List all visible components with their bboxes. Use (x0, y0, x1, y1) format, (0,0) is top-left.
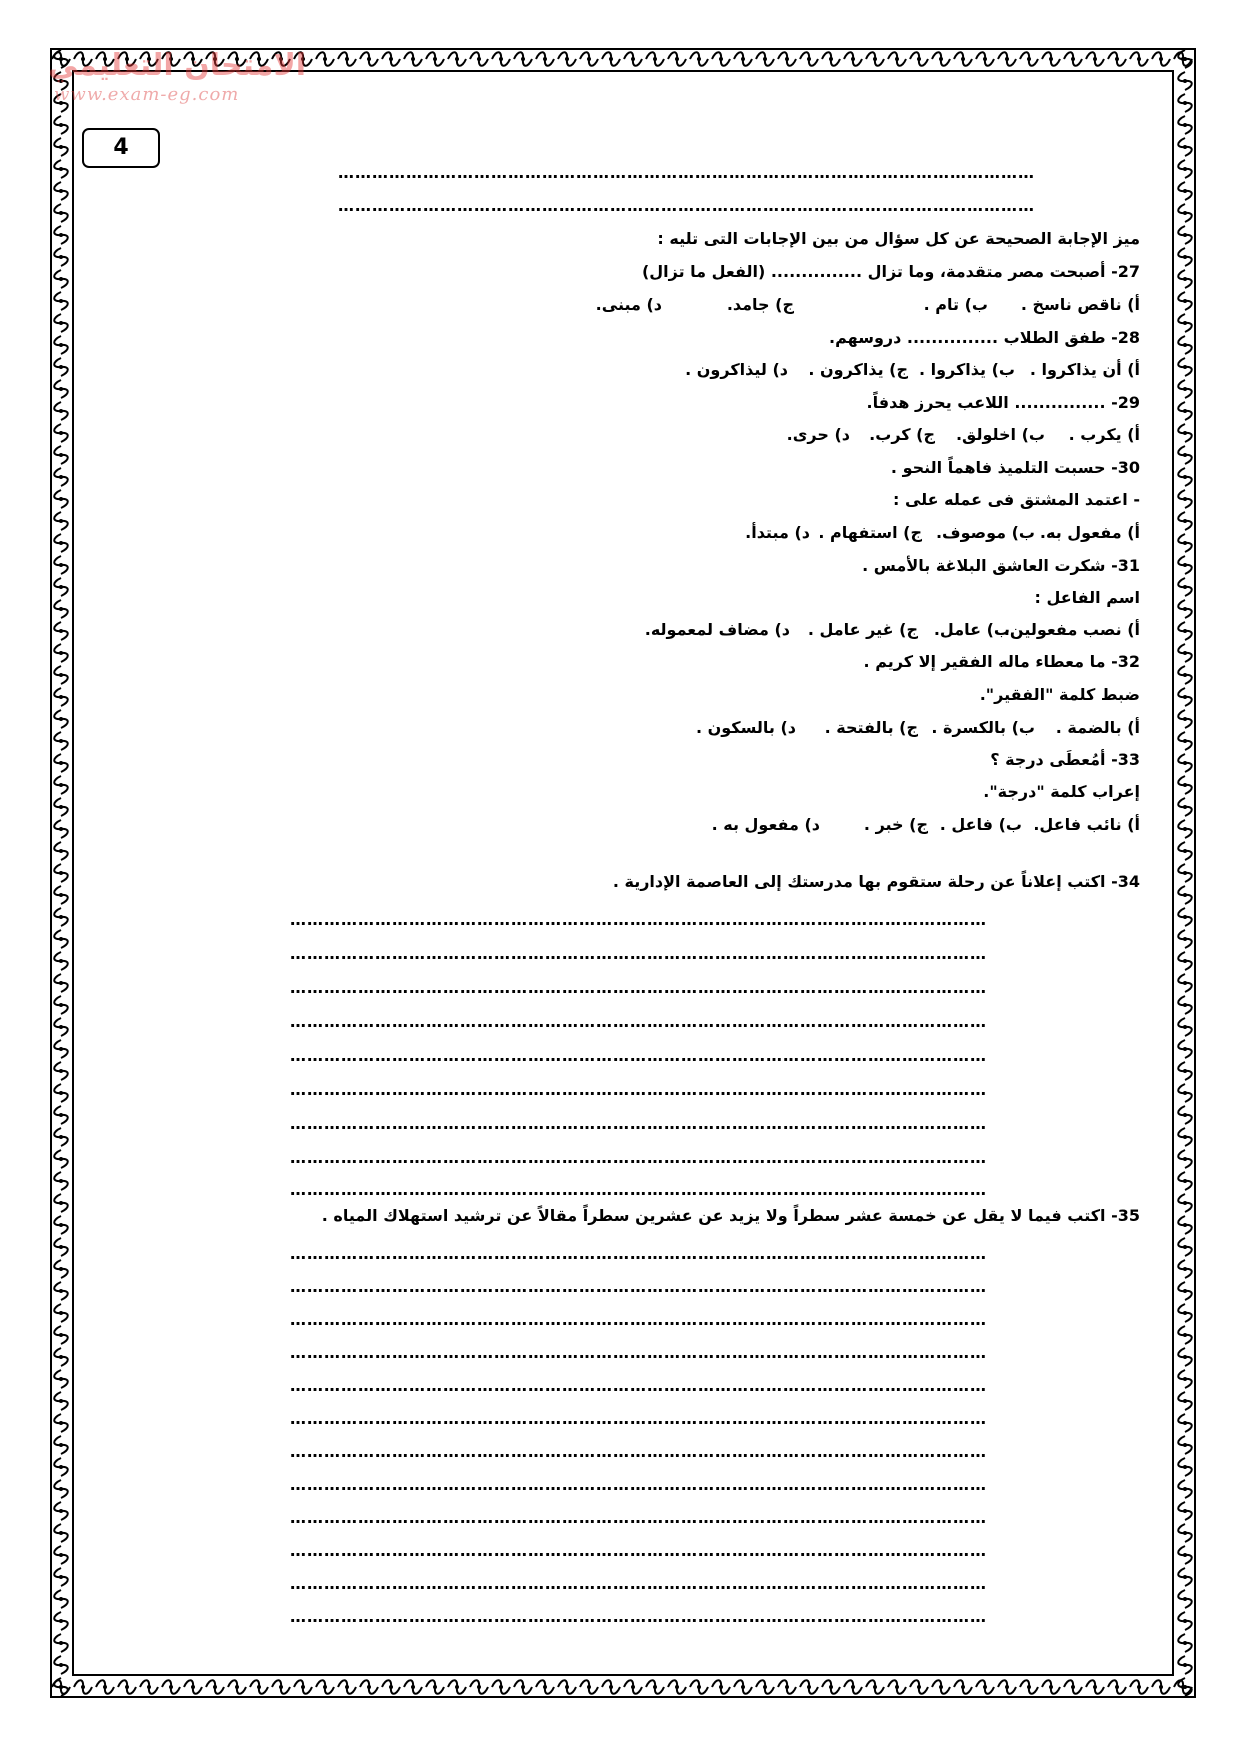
q27-option-c[interactable]: ج) جامد. (726, 295, 794, 314)
q33-option-c[interactable]: ج) خبر . (863, 815, 928, 834)
q29-option-a[interactable]: أ) يكرب . (1068, 425, 1140, 444)
watermark-name: الامتحان التعليمي (48, 48, 307, 83)
q30-option-d[interactable]: د) مبتدأ. (745, 523, 810, 542)
question-27: 27- أصبحت مصر متقدمة، وما تزال ............... (الفعل ما تزال) (641, 262, 1140, 281)
writing-line[interactable]: …………………………………………………………………………………………………………… (290, 910, 987, 929)
q33-option-d[interactable]: د) مفعول به . (711, 815, 820, 834)
question-34: 34- اكتب إعلاناً عن رحلة ستقوم بها مدرستك إلى العاصمة الإدارية . (612, 872, 1140, 891)
q33-option-b[interactable]: ب) فاعل . (939, 815, 1022, 834)
writing-line[interactable]: …………………………………………………………………………………………………………… (290, 1409, 987, 1428)
question-31: 31- شكرت العاشق البلاغة بالأمس . (862, 556, 1140, 575)
question-32: 32- ما معطاء ماله الفقير إلا كريم . (863, 652, 1140, 671)
writing-line[interactable]: …………………………………………………………………………………………………………… (290, 1376, 987, 1395)
answer-line: …………………………………………………………………………………………………………… (338, 196, 1035, 215)
q28-option-b[interactable]: ب) يذاكروا . (918, 360, 1015, 379)
question-31-sub: اسم الفاعل : (1034, 588, 1140, 607)
writing-line[interactable]: …………………………………………………………………………………………………………… (290, 1475, 987, 1494)
watermark-url: www.exam-eg.com (54, 84, 240, 105)
writing-line[interactable]: …………………………………………………………………………………………………………… (290, 1541, 987, 1560)
q31-option-a[interactable]: أ) نصب مفعولين. (1003, 620, 1140, 639)
writing-line[interactable]: …………………………………………………………………………………………………………… (290, 1080, 987, 1099)
q28-option-d[interactable]: د) ليذاكرون . (685, 360, 788, 379)
q30-option-b[interactable]: ب) موصوف. (935, 523, 1035, 542)
writing-line[interactable]: …………………………………………………………………………………………………………… (290, 1442, 987, 1461)
q29-option-b[interactable]: ب) اخلولق. (955, 425, 1045, 444)
q33-option-a[interactable]: أ) نائب فاعل. (1033, 815, 1140, 834)
instruction-text: ميز الإجابة الصحيحة عن كل سؤال من بين الإجابات التى تليه : (657, 229, 1140, 248)
answer-line: …………………………………………………………………………………………………………… (338, 163, 1035, 182)
q29-option-d[interactable]: د) حرى. (786, 425, 850, 444)
q32-option-b[interactable]: ب) بالكسرة . (931, 718, 1035, 737)
writing-line[interactable]: …………………………………………………………………………………………………………… (290, 978, 987, 997)
writing-line[interactable]: …………………………………………………………………………………………………………… (290, 1180, 987, 1199)
q27-option-a[interactable]: أ) ناقص ناسخ . (1020, 295, 1140, 314)
writing-line[interactable]: …………………………………………………………………………………………………………… (290, 1148, 987, 1167)
question-35: 35- اكتب فيما لا يقل عن خمسة عشر سطراً ولا يزيد عن عشرين سطراً مقالاً عن ترشيد استهلاك المياه . (321, 1206, 1140, 1225)
q27-option-d[interactable]: د) مبنى. (595, 295, 662, 314)
question-30-sub: - اعتمد المشتق فى عمله على : (892, 490, 1140, 509)
q31-option-c[interactable]: ج) غير عامل . (807, 620, 918, 639)
question-30: 30- حسبت التلميذ فاهماً النحو . (890, 458, 1140, 477)
writing-line[interactable]: …………………………………………………………………………………………………………… (290, 1012, 987, 1031)
writing-line[interactable]: …………………………………………………………………………………………………………… (290, 1607, 987, 1626)
question-33: 33- أمُعطَى درجة ؟ (990, 750, 1140, 769)
q31-option-b[interactable]: ب) عامل. (933, 620, 1010, 639)
writing-line[interactable]: …………………………………………………………………………………………………………… (290, 1114, 987, 1133)
q29-option-c[interactable]: ج) كرب. (869, 425, 935, 444)
writing-line[interactable]: …………………………………………………………………………………………………………… (290, 1244, 987, 1263)
question-33-sub: إعراب كلمة "درجة". (983, 782, 1140, 801)
question-28: 28- طفق الطلاب ............... دروسهم. (829, 328, 1140, 347)
q27-option-b[interactable]: ب) تام . (923, 295, 988, 314)
q32-option-d[interactable]: د) بالسكون . (695, 718, 796, 737)
question-29: 29- ............... اللاعب يحرز هدفاً. (866, 393, 1140, 412)
writing-line[interactable]: …………………………………………………………………………………………………………… (290, 1574, 987, 1593)
q30-option-a[interactable]: أ) مفعول به. (1039, 523, 1140, 542)
writing-line[interactable]: …………………………………………………………………………………………………………… (290, 944, 987, 963)
writing-line[interactable]: …………………………………………………………………………………………………………… (290, 1310, 987, 1329)
q28-option-a[interactable]: أ) أن يذاكروا . (1029, 360, 1140, 379)
writing-line[interactable]: …………………………………………………………………………………………………………… (290, 1343, 987, 1362)
page-number: 4 (82, 128, 160, 168)
q28-option-c[interactable]: ج) يذاكرون . (808, 360, 908, 379)
q30-option-c[interactable]: ج) استفهام . (818, 523, 922, 542)
q32-option-a[interactable]: أ) بالضمة . (1055, 718, 1140, 737)
writing-line[interactable]: …………………………………………………………………………………………………………… (290, 1277, 987, 1296)
question-32-sub: ضبط كلمة "الفقير". (979, 685, 1140, 704)
q31-option-d[interactable]: د) مضاف لمعموله. (644, 620, 790, 639)
q32-option-c[interactable]: ج) بالفتحة . (824, 718, 918, 737)
watermark-logo (40, 42, 340, 112)
writing-line[interactable]: …………………………………………………………………………………………………………… (290, 1508, 987, 1527)
writing-line[interactable]: …………………………………………………………………………………………………………… (290, 1046, 987, 1065)
